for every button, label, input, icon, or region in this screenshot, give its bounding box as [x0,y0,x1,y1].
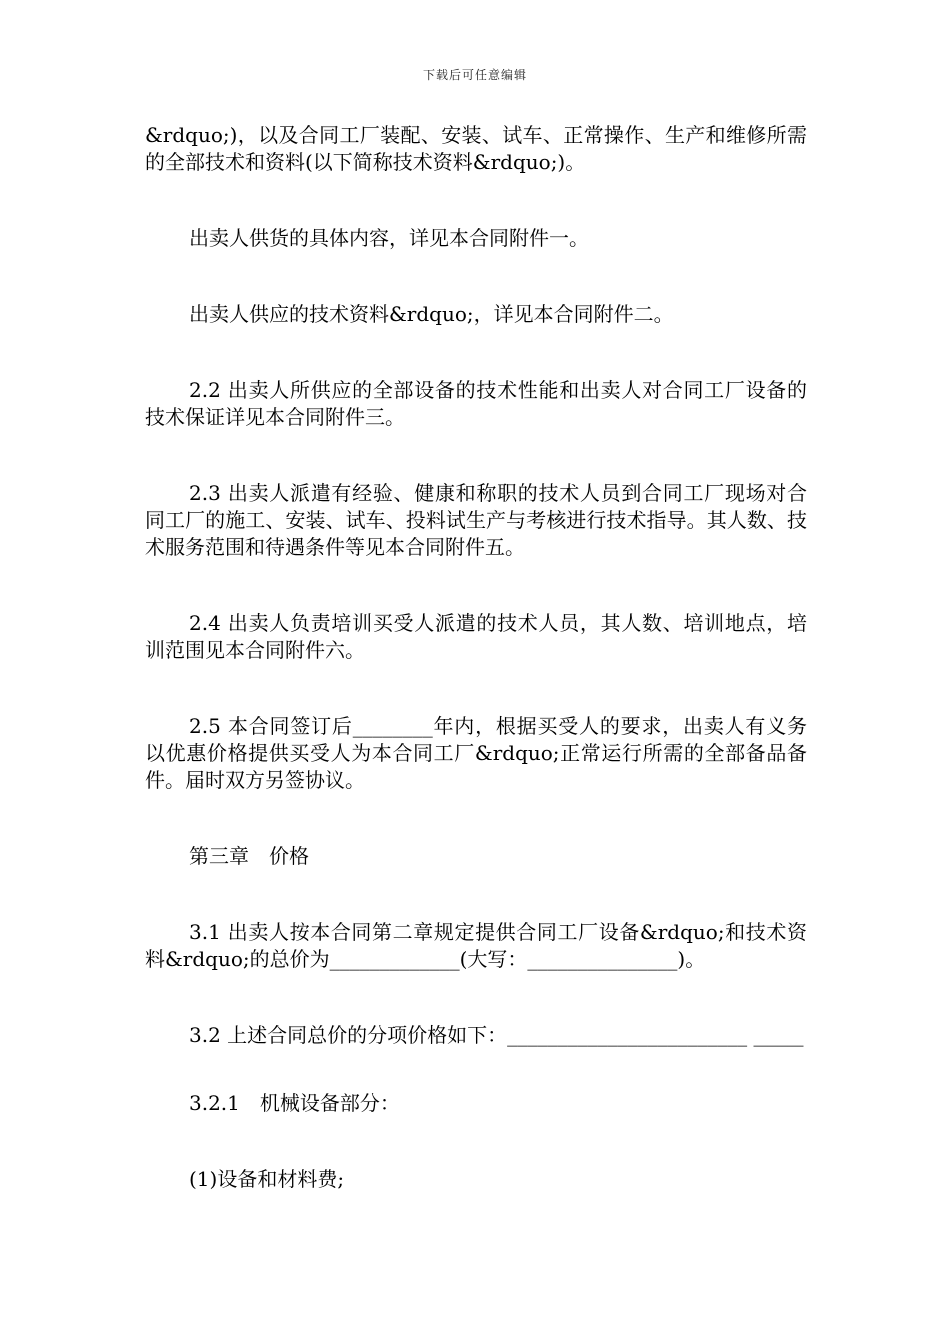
paragraph-technical-data: 出卖人供应的技术资料&rdquo;，详见本合同附件二。 [189,302,674,326]
chapter-three-heading: 第三章 价格 [189,844,309,868]
paragraph-3-2: 3.2 上述合同总价的分项价格如下：________________________ _____ [189,1023,804,1047]
paragraph-supply-content: 出卖人供货的具体内容，详见本合同附件一。 [189,226,589,250]
document-body [145,122,807,1242]
paragraph-2-2: 2.2 出卖人所供应的全部设备的技术性能和出卖人对合同工厂设备的技术保证详见本合同附件三。 [145,378,807,429]
paragraph-scope-technical-data: &rdquo;)，以及合同工厂装配、安装、试车、正常操作、生产和维修所需的全部技术和资料(以下简称技术资料&rdquo;)。 [145,123,807,174]
paragraph-2-5: 2.5 本合同签订后________年内，根据买受人的要求，出卖人有义务以优惠价格提供买受人为本合同工厂&rdquo;正常运行所需的全部备品备件。届时双方另签协议。 [145,714,807,792]
page-header: 下载后可任意编辑 [422,68,527,82]
paragraph-3-2-1: 3.2.1 机械设备部分： [189,1091,400,1115]
paragraph-equipment-materials: (1)设备和材料费; [189,1167,345,1191]
paragraph-2-3: 2.3 出卖人派遣有经验、健康和称职的技术人员到合同工厂现场对合同工厂的施工、安装、试车、投料试生产与考核进行技术指导。其人数、技术服务范围和待遇条件等见本合同附件五。 [145,481,807,559]
paragraph-2-4: 2.4 出卖人负责培训买受人派遣的技术人员，其人数、培训地点，培训范围见本合同附件六。 [145,611,807,662]
paragraph-3-1: 3.1 出卖人按本合同第二章规定提供合同工厂设备&rdquo;和技术资料&rdquo;的总价为_____________(大写：_______________)。 [145,920,807,971]
